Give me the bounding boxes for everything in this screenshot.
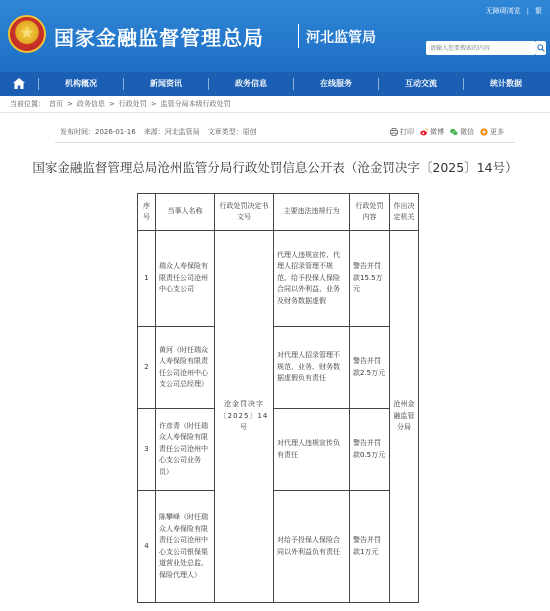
print-label: 打印	[400, 128, 414, 136]
document-title: 国家金融监督管理总局沧州监管分局行政处罚信息公开表（沧金罚决字〔2025〕14号）	[32, 160, 518, 175]
weibo-icon	[420, 128, 428, 136]
breadcrumb-separator: >	[108, 100, 115, 108]
table-header-row	[138, 194, 419, 231]
article-type	[208, 127, 257, 137]
header-penalty: 行政处罚内容	[350, 194, 390, 231]
type-value: 原创	[242, 128, 257, 136]
header-party: 当事人名称	[156, 194, 215, 231]
nav-item-services[interactable]: 在线服务	[320, 79, 352, 88]
row-no: 1	[138, 231, 156, 327]
breadcrumb-item-home[interactable]: 首页	[49, 100, 63, 108]
search-button[interactable]	[536, 41, 546, 55]
row-no: 4	[138, 491, 156, 603]
top-link-separator: |	[526, 7, 529, 15]
row-violation: 代理人违规宣传、代理人招录管理不规范、给予投保人保险合同以外利益、业务及财务数据虚假	[274, 231, 350, 327]
table-row	[138, 409, 419, 491]
top-links	[486, 6, 542, 16]
accessibility-link[interactable]: 无障碍浏览	[485, 7, 521, 15]
header-decision-no: 行政处罚决定书文号	[215, 194, 274, 231]
breadcrumb-divider	[0, 112, 550, 113]
title-divider	[298, 24, 299, 48]
publish-date	[60, 127, 136, 137]
penalty-table	[137, 193, 419, 603]
table-row	[138, 327, 419, 409]
search-input[interactable]	[426, 41, 536, 55]
wechat-icon	[450, 128, 458, 136]
deciding-authority: 沧州金融监管分局	[390, 231, 419, 603]
home-icon	[13, 78, 25, 89]
nav-item-interaction[interactable]: 互动交流	[405, 79, 437, 88]
row-violation: 对代理人招录管理不规范、业务、财务数据虚假负有责任	[274, 327, 350, 409]
row-penalty: 警告并罚款2.5万元	[350, 327, 390, 409]
table-row	[138, 231, 419, 327]
breadcrumb-item-affairs[interactable]: 政务信息	[76, 100, 105, 108]
row-penalty: 警告并罚款15.5万元	[350, 231, 390, 327]
row-party: 许彦青（时任瑞众人寿保险有限责任公司沧州中心支公司业务员）	[156, 409, 215, 491]
row-party: 黄河（时任瑞众人寿保险有限责任公司沧州中心支公司总经理）	[156, 327, 215, 409]
source-value: 河北监管局	[164, 128, 200, 136]
breadcrumb-separator: >	[67, 100, 73, 108]
nav-item-affairs[interactable]: 政务信息	[235, 79, 267, 88]
breadcrumb-separator: >	[150, 100, 157, 108]
share-tools	[390, 127, 504, 137]
row-violation: 对代理人违规宣传负有责任	[274, 409, 350, 491]
weibo-share-button[interactable]	[420, 127, 444, 137]
header-authority: 作出决定机关	[390, 194, 419, 231]
row-violation: 对给予投保人保险合同以外利益负有责任	[274, 491, 350, 603]
article-source	[144, 127, 200, 137]
traditional-chinese-link[interactable]: 繁	[535, 7, 542, 15]
printer-icon	[390, 128, 398, 136]
row-no: 2	[138, 327, 156, 409]
breadcrumb-item-penalty[interactable]: 行政处罚	[118, 100, 147, 108]
nav-item-about[interactable]: 机构概况	[65, 79, 97, 88]
publish-date-value: 2026-01-16	[95, 128, 136, 136]
more-label: 更多	[490, 128, 504, 136]
publish-date-label: 发布时间：	[60, 128, 95, 136]
row-party: 陈攀峰（时任瑞众人寿保险有限责任公司沧州中心支公司银保渠道营业处总监、保险代理人）	[156, 491, 215, 603]
source-label: 来源：	[143, 128, 165, 136]
more-share-button[interactable]	[480, 127, 504, 137]
plus-icon	[480, 128, 488, 136]
main-nav	[0, 72, 550, 96]
row-party: 瑞众人寿保险有限责任公司沧州中心支公司	[156, 231, 215, 327]
breadcrumb-prefix: 当前位置：	[10, 100, 45, 108]
row-penalty: 警告并罚款1万元	[350, 491, 390, 603]
table-row	[138, 491, 419, 603]
nav-item-news[interactable]: 新闻资讯	[150, 79, 182, 88]
wechat-label: 微信	[460, 128, 474, 136]
breadcrumb-item-branch[interactable]: 监管分局本级行政处罚	[160, 100, 231, 108]
meta-divider	[55, 142, 515, 143]
nav-item-statistics[interactable]: 统计数据	[490, 79, 522, 88]
site-title[interactable]: 国家金融监督管理总局	[54, 26, 264, 50]
print-button[interactable]	[390, 127, 414, 137]
row-no: 3	[138, 409, 156, 491]
header-no: 序号	[138, 194, 156, 231]
decision-number: 沧金罚决字〔2025〕14号	[215, 231, 274, 603]
row-penalty: 警告并罚款0.5万元	[350, 409, 390, 491]
national-emblem-icon	[8, 15, 46, 53]
site-header	[0, 0, 550, 72]
header-violation: 主要违法违规行为	[274, 194, 350, 231]
breadcrumb	[10, 99, 235, 109]
weibo-label: 微博	[430, 128, 444, 136]
article-meta	[60, 127, 257, 137]
wechat-share-button[interactable]	[450, 127, 474, 137]
nav-home[interactable]	[0, 72, 38, 96]
search-icon	[537, 44, 545, 52]
bureau-title[interactable]: 河北监管局	[306, 30, 376, 46]
type-label: 文章类型：	[207, 128, 243, 136]
